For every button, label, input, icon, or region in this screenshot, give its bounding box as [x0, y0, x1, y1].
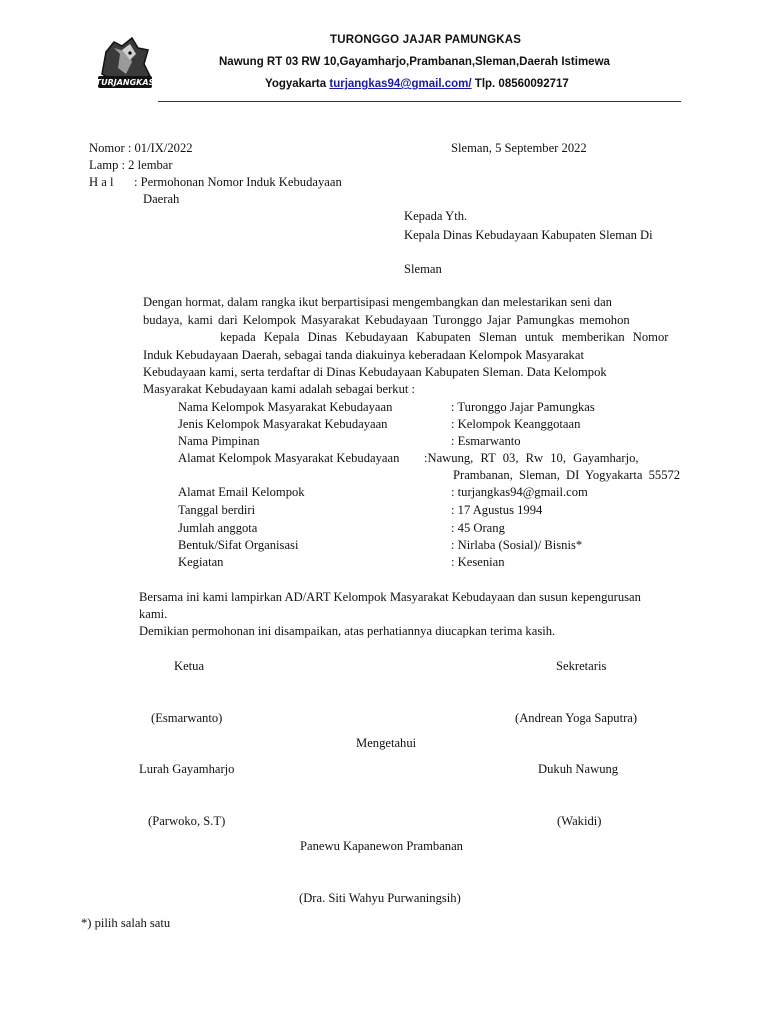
- field-label: Alamat Email Kelompok: [178, 485, 305, 499]
- city: Yogyakarta: [265, 78, 327, 90]
- field-label: Kegiatan: [178, 555, 224, 569]
- field-value: : 45 Orang: [451, 521, 505, 535]
- lurah-title: Lurah Gayamharjo: [139, 762, 235, 776]
- field-value: : Turonggo Jajar Pamungkas: [451, 400, 595, 414]
- dukuh-title: Dukuh Nawung: [538, 762, 619, 776]
- recipient-office: Kepala Dinas Kebudayaan Kabupaten Sleman Di: [404, 228, 653, 242]
- body-intro-line: Masyarakat Kebudayaan kami adalah sebagai berkut :: [143, 382, 416, 396]
- ketua-name: (Esmarwanto): [151, 711, 223, 725]
- field-value: : Kesenian: [451, 555, 505, 569]
- body-intro-line: budaya, kami dari Kelompok Masyarakat Kebudayaan Turonggo Jajar Pamungkas memohon: [143, 313, 630, 327]
- panewu-name: (Dra. Siti Wahyu Purwaningsih): [299, 891, 461, 905]
- field-value: : Kelompok Keanggotaan: [451, 417, 581, 431]
- logo-text: TURJANGKAS: [95, 78, 155, 87]
- field-value: : 17 Agustus 1994: [451, 503, 543, 517]
- dukuh-name: (Wakidi): [557, 814, 602, 828]
- organization-address: Nawung RT 03 RW 10,Gayamharjo,Prambanan,Sleman,Daerah Istimewa: [219, 56, 610, 68]
- organization-contact: [265, 78, 569, 90]
- field-value: :Nawung, RT 03, Rw 10, Gayamharjo,: [424, 451, 639, 465]
- recipient-city: Sleman: [404, 262, 442, 276]
- lampiran: Lamp : 2 lembar: [89, 158, 173, 172]
- field-label: Nama Pimpinan: [178, 434, 260, 448]
- field-label: Alamat Kelompok Masyarakat Kebudayaan: [178, 451, 400, 465]
- field-label: Jumlah anggota: [178, 521, 258, 535]
- body-intro-line: Kebudayaan kami, serta terdaftar di Dinas Kebudayaan Kabupaten Sleman. Data Kelompok: [143, 365, 607, 379]
- closing-line: Bersama ini kami lampirkan AD/ART Kelompok Masyarakat Kebudayaan dan susun kepengurusan: [139, 590, 641, 604]
- sekretaris-title: Sekretaris: [556, 659, 607, 673]
- phone: Tlp. 08560092717: [474, 78, 569, 90]
- closing-line: kami.: [139, 607, 168, 621]
- organization-name: TURONGGO JAJAR PAMUNGKAS: [330, 34, 522, 46]
- hal-label: H a l: [89, 175, 114, 189]
- body-intro-line: Dengan hormat, dalam rangka ikut berpartisipasi mengembangkan dan melestarikan seni dan: [143, 295, 612, 309]
- lurah-name: (Parwoko, S.T): [148, 814, 226, 828]
- mengetahui-label: Mengetahui: [356, 736, 417, 750]
- body-intro-line: kepada Kepala Dinas Kebudayaan Kabupaten Sleman untuk memberikan Nomor: [220, 330, 669, 344]
- field-value-continued: Prambanan, Sleman, DI Yogyakarta 55572: [453, 468, 681, 482]
- place-date: Sleman, 5 September 2022: [451, 141, 587, 155]
- field-value: : Esmarwanto: [451, 434, 521, 448]
- hal-value: : Permohonan Nomor Induk Kebudayaan: [134, 175, 342, 189]
- recipient-greeting: Kepada Yth.: [404, 209, 468, 223]
- field-label: Nama Kelompok Masyarakat Kebudayaan: [178, 400, 393, 414]
- body-intro-line: Induk Kebudayaan Daerah, sebagai tanda diakuinya keberadaan Kelompok Masyarakat: [143, 348, 584, 362]
- footnote: *) pilih salah satu: [81, 916, 171, 930]
- organization-logo: [92, 34, 158, 100]
- panewu-title: Panewu Kapanewon Prambanan: [300, 839, 463, 853]
- field-label: Bentuk/Sifat Organisasi: [178, 538, 299, 552]
- closing-line: Demikian permohonan ini disampaikan, atas perhatiannya diucapkan terima kasih.: [139, 624, 556, 638]
- field-value: : turjangkas94@gmail.com: [451, 485, 588, 499]
- email-link[interactable]: turjangkas94@gmail.com/: [329, 78, 472, 90]
- letterhead-divider: [158, 101, 681, 102]
- nomor: Nomor : 01/IX/2022: [89, 141, 193, 155]
- hal-value-continued: Daerah: [143, 192, 180, 206]
- sekretaris-name: (Andrean Yoga Saputra): [515, 711, 638, 725]
- ketua-title: Ketua: [174, 659, 205, 673]
- field-label: Jenis Kelompok Masyarakat Kebudayaan: [178, 417, 388, 431]
- field-label: Tanggal berdiri: [178, 503, 256, 517]
- field-value: : Nirlaba (Sosial)/ Bisnis*: [451, 538, 583, 552]
